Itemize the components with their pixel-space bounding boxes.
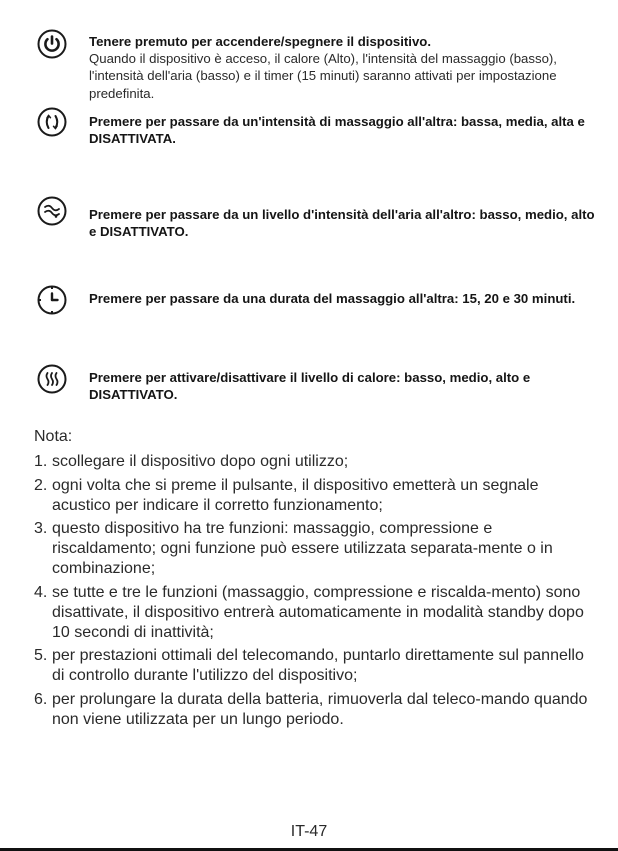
note-number: 2. xyxy=(34,476,48,494)
note-text: per prestazioni ottimali del telecomando, puntarlo direttamente sul pannello di controllo durante l'utilizzo del dispositivo; xyxy=(52,647,584,684)
note-number: 6. xyxy=(34,690,48,708)
notes-list xyxy=(34,452,594,733)
control-timer-title: Premere per passare da una durata del massaggio all'altra: 15, 20 e 30 minuti. xyxy=(89,291,576,306)
note-number: 4. xyxy=(34,583,48,601)
notes-title: Nota: xyxy=(34,428,73,445)
control-timer-entry xyxy=(89,290,599,307)
timer-icon xyxy=(36,284,68,316)
note-text: scollegare il dispositivo dopo ogni utilizzo; xyxy=(52,453,349,470)
note-text: se tutte e tre le funzioni (massaggio, compressione e riscalda-mento) sono disattivate, il dispositivo entrerà automaticamente in modalità standby dopo 10 secondi di inattività; xyxy=(52,583,584,641)
note-item xyxy=(34,583,594,643)
control-massage-entry xyxy=(89,113,599,147)
note-item xyxy=(34,476,594,516)
note-item xyxy=(34,646,594,686)
air-intensity-icon xyxy=(36,195,68,227)
power-icon xyxy=(36,28,68,60)
note-text: questo dispositivo ha tre funzioni: massaggio, compressione e riscaldamento; ogni funzione può essere utilizzata separata-mente o in combinazione; xyxy=(52,520,553,577)
control-power-title: Tenere premuto per accendere/spegnere il dispositivo. xyxy=(89,34,432,49)
page-number: IT-47 xyxy=(290,823,328,840)
control-power-entry xyxy=(89,33,599,102)
control-heat-entry xyxy=(89,369,599,403)
note-number: 3. xyxy=(34,520,48,537)
heat-icon xyxy=(36,363,68,395)
note-item xyxy=(34,452,594,472)
control-air-title: Premere per passare da un livello d'intensità dell'aria all'altro: basso, medio, alto e DISATTIVATO. xyxy=(89,207,595,240)
note-number: 1. xyxy=(34,453,48,470)
massage-intensity-icon xyxy=(36,106,68,138)
note-item xyxy=(34,519,594,579)
note-item xyxy=(34,690,594,730)
note-text: ogni volta che si preme il pulsante, il dispositivo emetterà un segnale acustico per indicare il corretto funzionamento; xyxy=(52,476,539,514)
note-text: per prolungare la durata della batteria, rimuoverla dal teleco-mando quando non viene utilizzata per un lungo periodo. xyxy=(52,690,588,728)
control-air-entry xyxy=(89,206,599,240)
control-massage-title: Premere per passare da un'intensità di massaggio all'altra: bassa, media, alta e DISATTIVATA. xyxy=(89,114,585,147)
note-number: 5. xyxy=(34,647,48,664)
control-power-description: Quando il dispositivo è acceso, il calore (Alto), l'intensità del massaggio (basso), l'intensità dell'aria (basso) e il timer (15 minuti) saranno attivati per impostazione predefinita. xyxy=(89,51,557,101)
control-heat-title: Premere per attivare/disattivare il livello di calore: basso, medio, alto e DISATTIVATO. xyxy=(89,370,531,403)
